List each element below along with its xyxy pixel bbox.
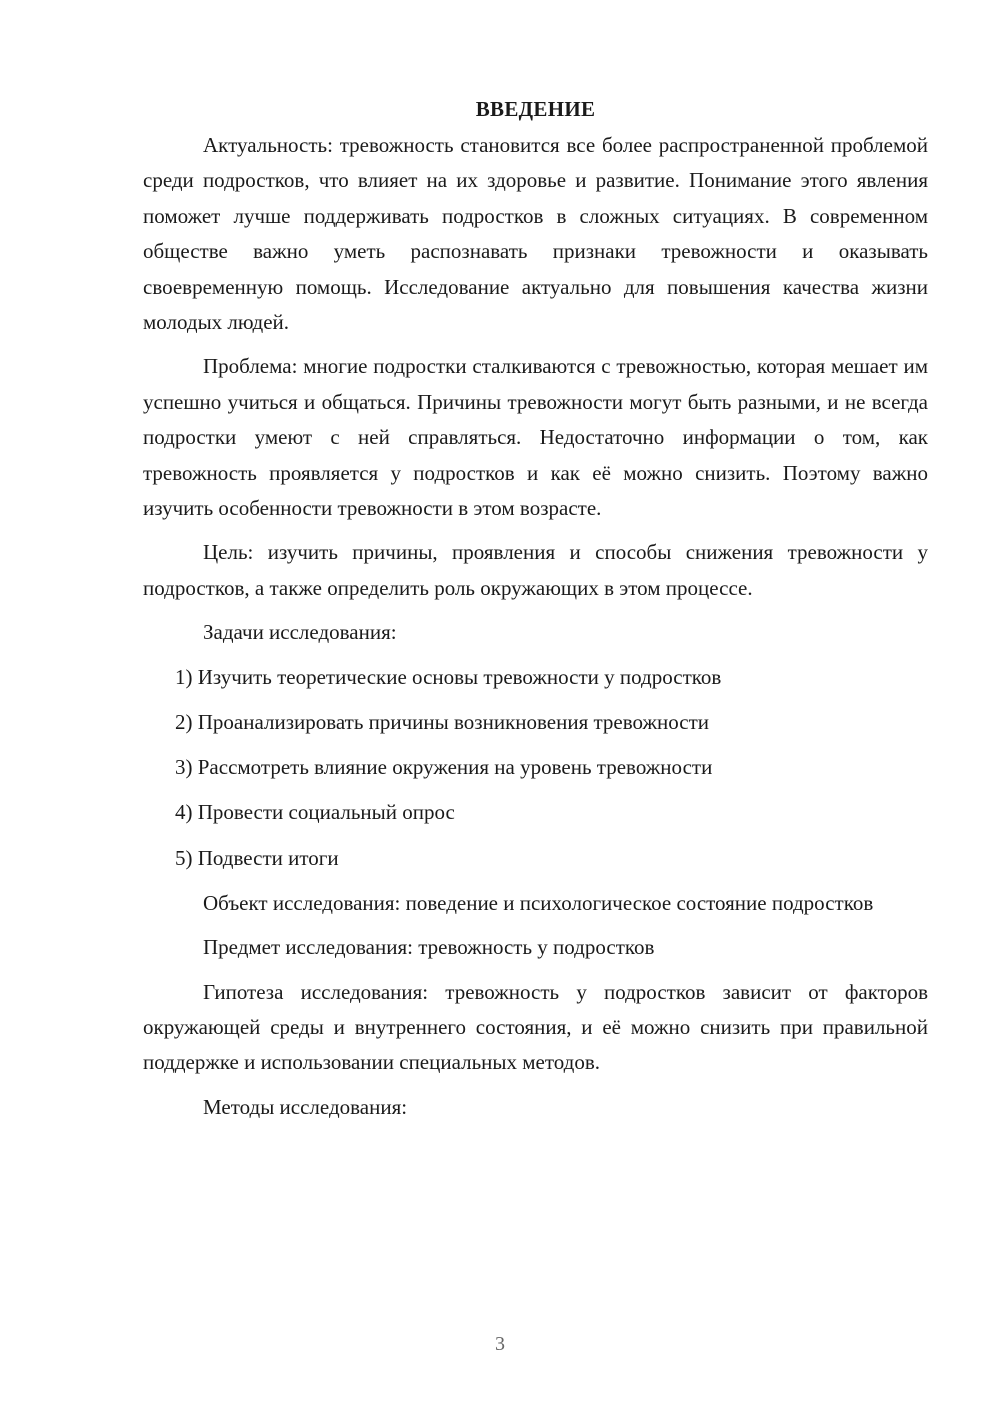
document-page [143,92,928,1134]
paragraph-methods: Методы исследования: [203,1094,408,1119]
list-item: 2) Проанализировать причины возникновения тревожности [175,709,710,734]
paragraph-subject: Предмет исследования: тревожность у подростков [203,935,655,960]
list-item: 1) Изучить теоретические основы тревожности у подростков [175,664,722,689]
paragraph-tasks-heading: Задачи исследования: [203,620,397,645]
list-item: 3) Рассмотреть влияние окружения на уровень тревожности [175,755,713,780]
paragraph-object: Объект исследования: поведение и психологическое состояние подростков [203,890,874,915]
tasks-list [143,660,928,876]
paragraph-problem: Проблема: многие подростки сталкиваются с тревожностью, которая мешает им успешно учиться и общаться. Причины тревожности могут быть разными, и не всегда подростки умеют с ней справляться. Недостаточно информации о том, как тревожность проявляется у подростков и как её можно снизить. Поэтому важно изучить особенности тревожности в этом возрасте. [143,354,928,521]
paragraph-relevance: Актуальность: тревожность становится все более распространенной проблемой среди подростков, что влияет на их здоровье и развитие. Понимание этого явления поможет лучше поддерживать подростков в сложных ситуациях. В современном обществе важно уметь распознавать признаки тревожности и оказывать своевременную помощь. Исследование актуально для повышения качества жизни молодых людей. [143,133,928,335]
paragraph-goal: Цель: изучить причины, проявления и способы снижения тревожности у подростков, а также определить роль окружающих в этом процессе. [143,540,928,600]
list-item: 5) Подвести итоги [175,845,339,870]
paragraph-hypothesis: Гипотеза исследования: тревожность у подростков зависит от факторов окружающей среды и внутреннего состояния, и её можно снизить при правильной поддержке и использовании специальных методов. [143,979,928,1075]
list-item: 4) Провести социальный опрос [175,800,455,825]
page-number: 3 [495,1333,505,1355]
section-title: ВВЕДЕНИЕ [475,97,596,121]
